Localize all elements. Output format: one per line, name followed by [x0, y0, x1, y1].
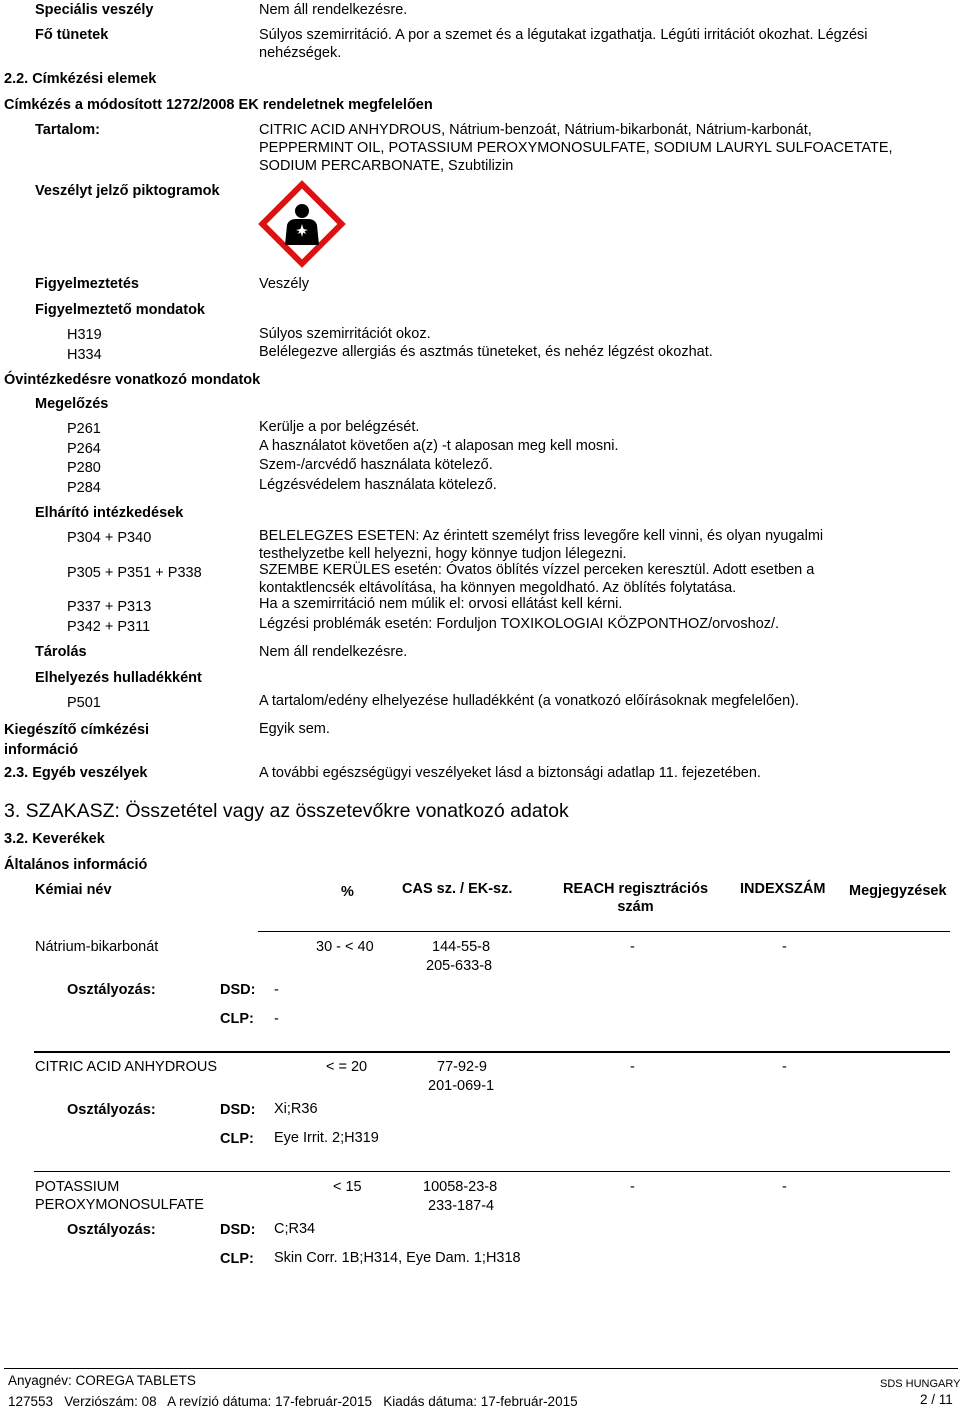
response-code: P337 + P313	[67, 599, 152, 615]
response-text: BELELEGZES ESETEN: Az érintett személyt friss levegőre kell vinni, és olyan nyugalmi testhelyzetbe kell helyezni, hogy könnye tudjon lélegezni.	[259, 528, 824, 562]
footer-divider	[4, 1368, 958, 1369]
column-notes: Megjegyzések	[849, 883, 947, 899]
dsd-label: DSD:	[220, 1102, 256, 1118]
response-text: Légzési problémák esetén: Forduljon TOXIKOLOGIAI KÖZPONTHOZ/orvoshoz/.	[259, 616, 780, 632]
prevention-text: Kerülje a por belégzését.	[259, 419, 420, 435]
ghs08-health-hazard-icon	[258, 180, 346, 268]
section-3-title: 3. SZAKASZ: Összetétel vagy az összetevőkre vonatkozó adatok	[4, 800, 569, 822]
signal-word-label: Figyelmeztetés	[35, 276, 139, 292]
prevention-label: Megelőzés	[35, 396, 109, 412]
component-ec: 233-187-4	[428, 1198, 495, 1214]
component-cas: 77-92-9	[437, 1059, 487, 1075]
classification-label: Osztályozás:	[67, 1102, 156, 1118]
component-cas: 144-55-8	[432, 939, 491, 955]
contents-value: CITRIC ACID ANHYDROUS, Nátrium-benzoát, Nátrium-bikarbonát, Nátrium-karbonát, PEPPERMINT OIL, POTASSIUM PEROXYMONOSULFATE, SODIUM LAURYL SULFOACETATE, SODIUM PERCARBONATE, Szubtilizin	[259, 122, 893, 174]
component-ec: 201-069-1	[428, 1078, 495, 1094]
dsd-label: DSD:	[220, 1222, 256, 1238]
response-text: Ha a szemirritáció nem múlik el: orvosi ellátást kell kérni.	[259, 596, 623, 612]
component-name: Nátrium-bikarbonát	[35, 939, 159, 955]
component-cas: 10058-23-8	[423, 1179, 498, 1195]
precautionary-heading: Óvintézkedésre vonatkozó mondatok	[4, 372, 261, 388]
special-hazard-label: Speciális veszély	[35, 2, 154, 18]
component-reach: -	[630, 1179, 635, 1195]
response-code: P304 + P340	[67, 530, 152, 546]
hazard-statements-label: Figyelmeztető mondatok	[35, 302, 205, 318]
clp-value: -	[274, 1011, 279, 1027]
component-ec: 205-633-8	[426, 958, 493, 974]
main-symptoms-label: Fő tünetek	[35, 27, 109, 43]
mixtures-heading: 3.2. Keverékek	[4, 831, 105, 847]
component-name: POTASSIUM PEROXYMONOSULFATE	[35, 1179, 204, 1213]
hazard-code: H334	[67, 347, 102, 363]
row-divider	[34, 1171, 950, 1172]
disposal-text: A tartalom/edény elhelyezése hulladékként (a vonatkozó előírásoknak megfelelően).	[259, 693, 800, 709]
disposal-label: Elhelyezés hulladékként	[35, 670, 202, 686]
clp-value: Skin Corr. 1B;H314, Eye Dam. 1;H318	[274, 1250, 521, 1266]
dsd-label: DSD:	[220, 982, 256, 998]
prevention-code: P264	[67, 441, 101, 457]
supplementary-value: Egyik sem.	[259, 721, 330, 737]
classification-label: Osztályozás:	[67, 1222, 156, 1238]
hazard-text: Súlyos szemirritációt okoz.	[259, 326, 431, 342]
response-code: P305 + P351 + P338	[67, 565, 202, 581]
clp-value: Eye Irrit. 2;H319	[274, 1130, 379, 1146]
prevention-text: Légzésvédelem használata kötelező.	[259, 477, 497, 493]
prevention-code: P284	[67, 480, 101, 496]
column-percent: %	[341, 884, 354, 900]
clp-label: CLP:	[220, 1251, 254, 1267]
contents-label: Tartalom:	[35, 122, 100, 138]
component-reach: -	[630, 939, 635, 955]
prevention-text: Szem-/arcvédő használata kötelező.	[259, 457, 493, 473]
component-index: -	[782, 939, 787, 955]
component-reach: -	[630, 1059, 635, 1075]
response-label: Elhárító intézkedések	[35, 505, 184, 521]
clp-label: CLP:	[220, 1011, 254, 1027]
component-index: -	[782, 1179, 787, 1195]
component-percent: < 15	[333, 1179, 362, 1195]
disposal-code: P501	[67, 695, 101, 711]
supplementary-label: Kiegészítő címkézési információ	[4, 722, 150, 758]
main-symptoms-value: Súlyos szemirritáció. A por a szemet és a légutakat izgathatja. Légúti irritációt okozhat. Légzési nehézségek.	[259, 27, 868, 61]
column-chemical-name: Kémiai név	[35, 882, 112, 898]
storage-label: Tárolás	[35, 644, 87, 660]
footer-info: 127553 Verziószám: 08 A revízió dátuma: 17-február-2015 Kiadás dátuma: 17-február-2015	[8, 1394, 578, 1409]
section-2-3-value: A további egészségügyi veszélyeket lásd a biztonsági adatlap 11. fejezetében.	[259, 765, 761, 781]
response-code: P342 + P311	[67, 619, 151, 635]
response-text: SZEMBE KERÜLES esetén: Óvatos öblítés vízzel perceken keresztül. Adott esetben a kontaktlencsék eltávolítása, ha könnyen megoldható. Az öblítés folytatása.	[259, 562, 815, 596]
component-name: CITRIC ACID ANHYDROUS	[35, 1059, 218, 1075]
signal-word-value: Veszély	[259, 276, 309, 292]
component-index: -	[782, 1059, 787, 1075]
section-2-2-heading: 2.2. Címkézési elemek	[4, 71, 157, 87]
row-divider	[34, 1051, 950, 1053]
hazard-text: Belélegezve allergiás és asztmás tüneteket, és nehéz légzést okozhat.	[259, 344, 713, 360]
footer-page-number: 2 / 11	[920, 1392, 953, 1407]
special-hazard-value: Nem áll rendelkezésre.	[259, 2, 408, 18]
prevention-code: P280	[67, 460, 101, 476]
column-cas-ec: CAS sz. / EK-sz.	[402, 881, 513, 897]
prevention-code: P261	[67, 421, 101, 437]
pictogram-label: Veszélyt jelző piktogramok	[35, 183, 220, 199]
header-divider	[258, 931, 950, 932]
regulation-text: Címkézés a módosított 1272/2008 EK rendeletnek megfelelően	[4, 97, 433, 113]
dsd-value: -	[274, 982, 279, 998]
classification-label: Osztályozás:	[67, 982, 156, 998]
column-index: INDEXSZÁM	[740, 881, 826, 897]
footer-product: Anyagnév: COREGA TABLETS	[8, 1373, 196, 1388]
dsd-value: Xi;R36	[274, 1101, 318, 1117]
component-percent: < = 20	[326, 1059, 368, 1075]
clp-label: CLP:	[220, 1131, 254, 1147]
section-2-3-label: 2.3. Egyéb veszélyek	[4, 765, 148, 781]
prevention-text: A használatot követően a(z) -t alaposan meg kell mosni.	[259, 438, 619, 454]
component-percent: 30 - < 40	[316, 939, 374, 955]
column-reach: REACH regisztrációs szám	[562, 881, 709, 915]
storage-value: Nem áll rendelkezésre.	[259, 644, 408, 660]
general-info-heading: Általános információ	[4, 857, 148, 873]
footer-sds: SDS HUNGARY	[880, 1378, 960, 1390]
hazard-code: H319	[67, 327, 102, 343]
dsd-value: C;R34	[274, 1221, 316, 1237]
